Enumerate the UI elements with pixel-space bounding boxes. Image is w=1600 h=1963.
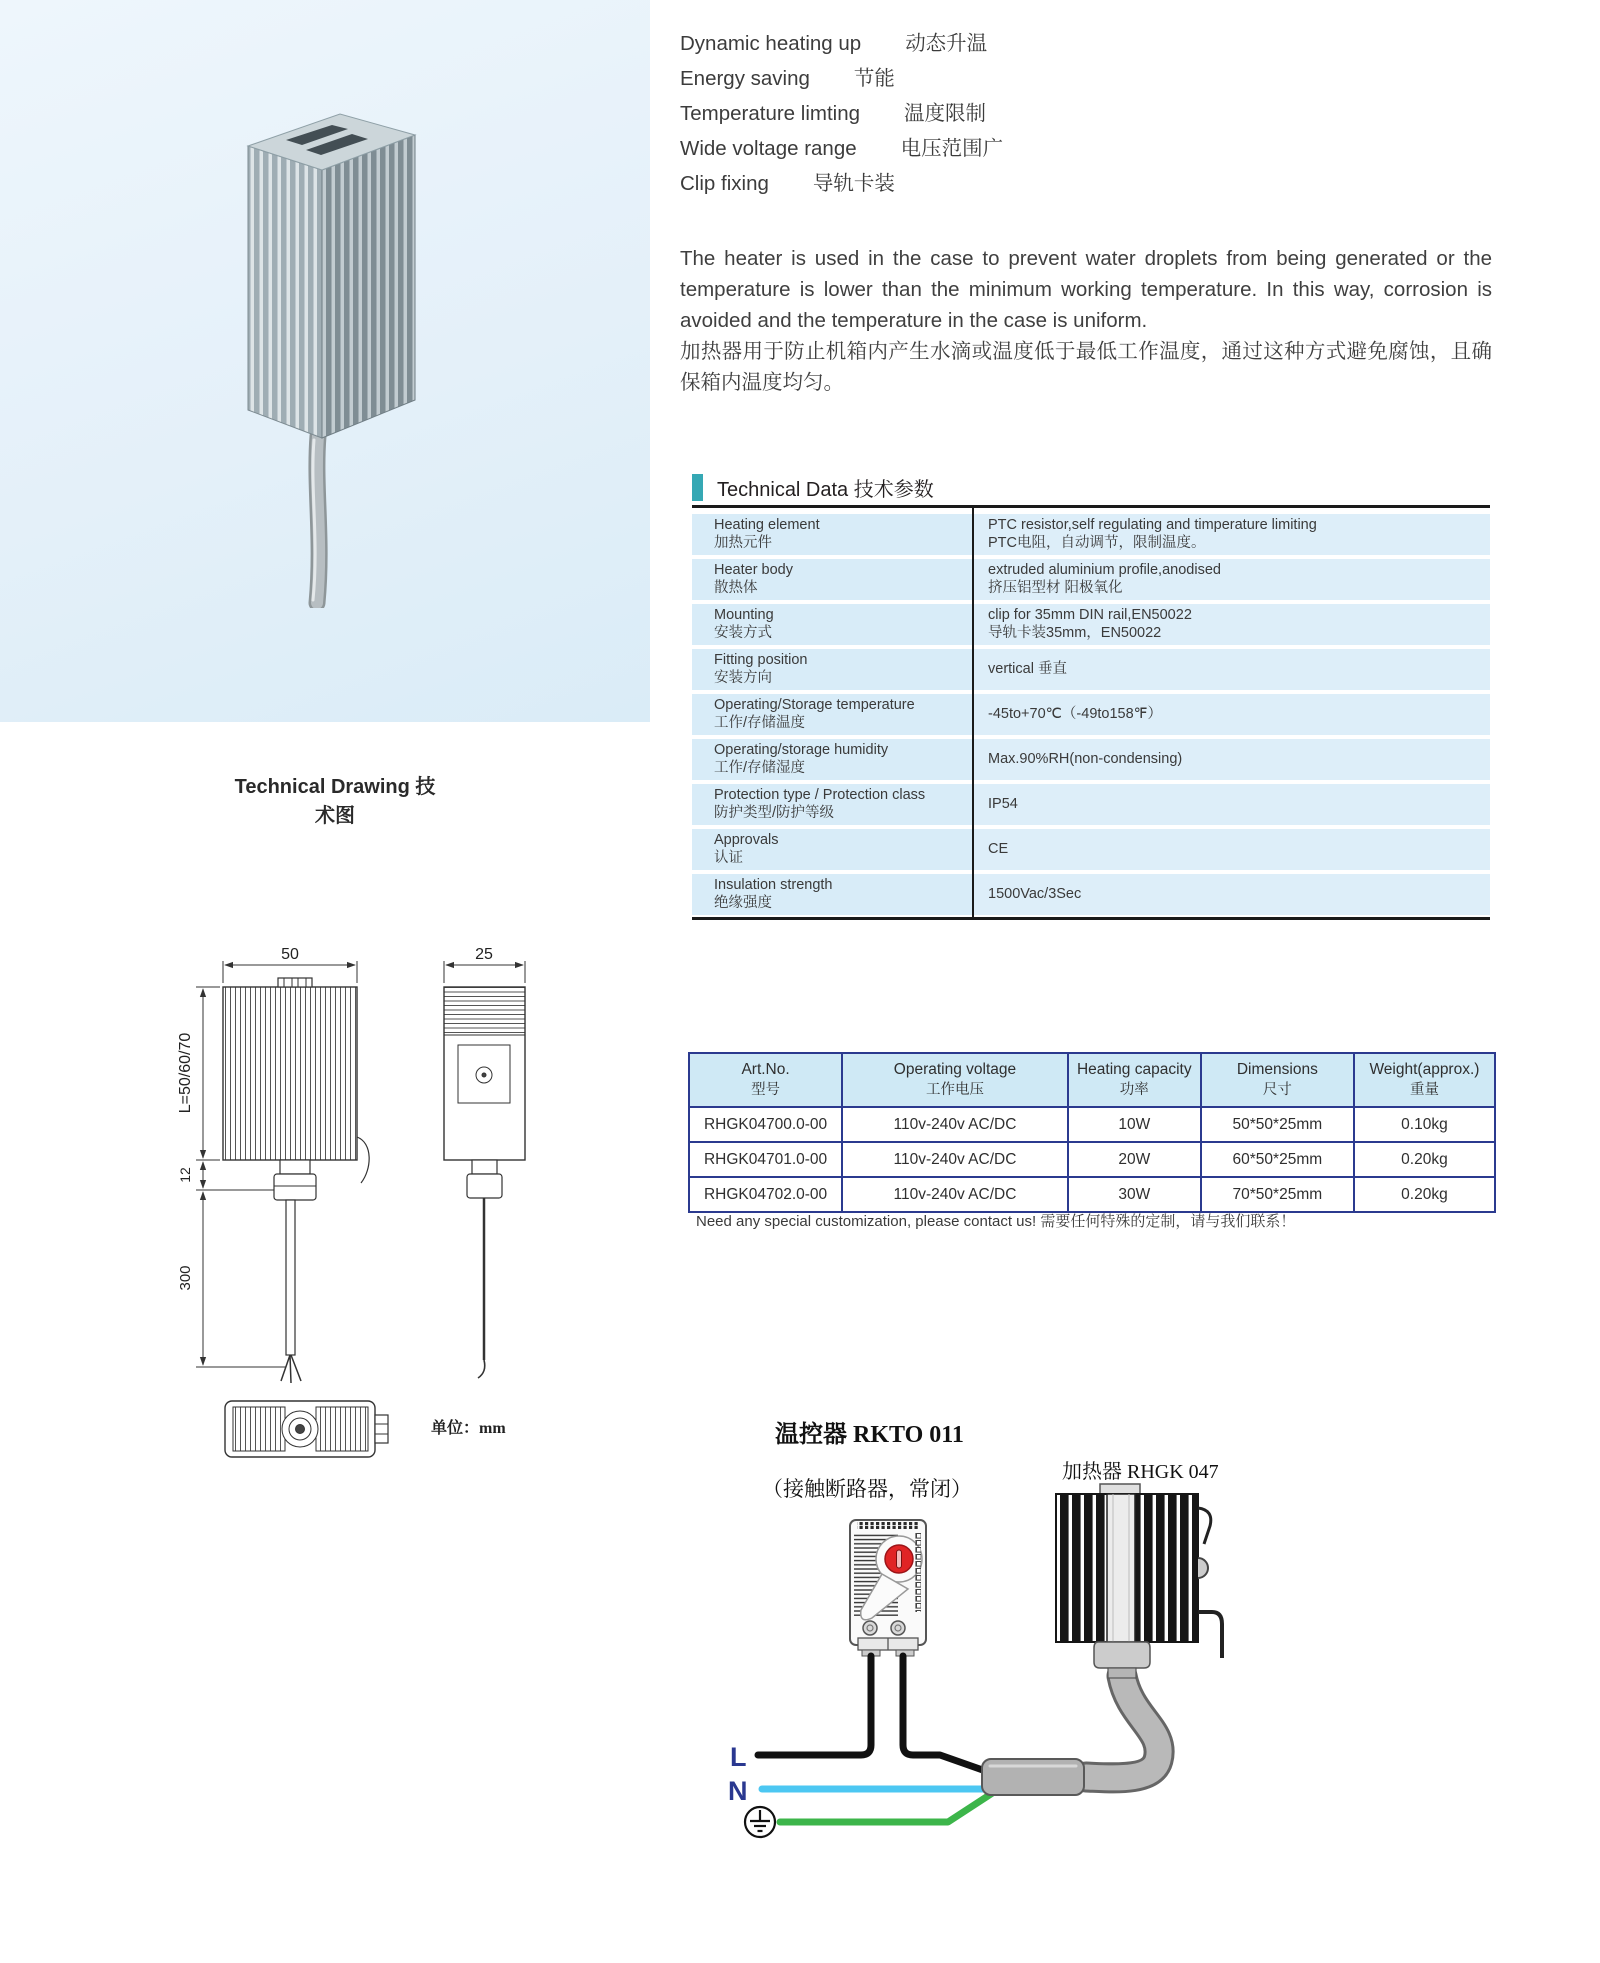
earth-wire <box>780 1792 994 1822</box>
accent-bar <box>692 474 703 501</box>
dim-length: L=50/60/70 <box>177 1032 194 1114</box>
dim-width: 50 <box>281 946 299 963</box>
feature-item <box>680 96 1003 131</box>
col-capacity: Heating capacity 功率 <box>1068 1053 1201 1107</box>
feature-zh: 节能 <box>853 67 895 90</box>
table-column-divider <box>972 508 974 917</box>
description-zh: 加热器用于防止机箱内产生水滴或温度低于最低工作温度，通过这种方式避免腐蚀，且确保箱内温度均匀。 <box>680 340 1492 394</box>
feature-item <box>680 166 1003 201</box>
col-dimensions: Dimensions 尺寸 <box>1201 1053 1354 1107</box>
terminal-labels <box>728 1742 748 1806</box>
line-label: L <box>730 1742 747 1772</box>
cable-sleeve <box>982 1759 1084 1795</box>
technical-data-row: Heater body 散热体 extruded aluminium profile,anodised 挤压铝型材 阳极氧化 <box>692 559 1490 600</box>
technical-data-title: Technical Data 技术参数 <box>717 479 934 501</box>
feature-item <box>680 26 1003 61</box>
earth-symbol-icon <box>745 1807 775 1837</box>
feature-list <box>680 26 1003 201</box>
dim-clip: 12 <box>177 1167 193 1183</box>
thermostat-title: 温控器 RKTO 011 <box>775 1422 964 1448</box>
feature-item <box>680 131 1003 166</box>
feature-zh: 电压范围广 <box>900 137 1004 160</box>
feature-en: Energy saving <box>680 67 810 90</box>
terminal-screw <box>863 1621 877 1635</box>
col-voltage: Operating voltage 工作电压 <box>842 1053 1068 1107</box>
technical-data-row: Insulation strength 绝缘强度 1500Vac/3Sec <box>692 874 1490 915</box>
product-row: RHGK04700.0-00 110v-240v AC/DC 10W 50*50*25mm 0.10kg <box>689 1107 1495 1142</box>
technical-data-row: Protection type / Protection class 防护类型/防护等级 IP54 <box>692 784 1490 825</box>
description-en: The heater is used in the case to prevent water droplets from being generated or the temperature is lower than the minimum working temperature. In this way, corrosion is avoided and the temperature in the case is uniform. <box>680 247 1492 332</box>
heater-title: 加热器 RHGK 047 <box>1062 1461 1219 1483</box>
front-view <box>196 961 369 1383</box>
feature-en: Temperature limting <box>680 102 861 125</box>
technical-data-header <box>692 474 934 501</box>
thermostat-note: （接触断路器，常闭） <box>762 1477 972 1501</box>
product-description <box>680 243 1492 398</box>
wiring-labels <box>762 1421 1219 1502</box>
unit-note: 单位：mm <box>431 1420 506 1437</box>
feature-zh: 温度限制 <box>904 102 987 125</box>
heater-photo-cable <box>313 436 319 603</box>
wires <box>758 1656 994 1822</box>
wiring-diagram <box>700 1400 1500 1960</box>
technical-data-row: Operating/Storage temperature 工作/存储温度 -45to+70℃（-49to158℉） <box>692 694 1490 735</box>
heater-cable <box>1086 1676 1159 1778</box>
din-hook-top <box>1198 1508 1211 1544</box>
terminal-screw <box>891 1621 905 1635</box>
feature-zh: 动态升温 <box>905 32 988 55</box>
feature-en: Clip fixing <box>680 172 769 195</box>
product-row: RHGK04702.0-00 110v-240v AC/DC 30W 70*50*25mm 0.20kg <box>689 1177 1495 1212</box>
feature-zh: 导轨卡装 <box>812 172 895 195</box>
bottom-view <box>225 1401 388 1457</box>
product-photo <box>200 88 450 608</box>
technical-data-row: Fitting position 安装方向 vertical 垂直 <box>692 649 1490 690</box>
technical-data-row: Heating element 加热元件 PTC resistor,self regulating and timperature limiting PTC电阻，自动调节，限制温度。 <box>692 514 1490 555</box>
product-row: RHGK04701.0-00 110v-240v AC/DC 20W 60*50*25mm 0.20kg <box>689 1142 1495 1177</box>
feature-en: Wide voltage range <box>680 137 857 160</box>
technical-data-table <box>692 505 1490 920</box>
thermostat-device <box>850 1520 926 1656</box>
technical-data-row: Mounting 安装方式 clip for 35mm DIN rail,EN50022 导轨卡装35mm，EN50022 <box>692 604 1490 645</box>
product-table <box>688 1052 1496 1213</box>
neutral-label: N <box>728 1776 748 1806</box>
din-hook-bottom <box>1198 1612 1222 1658</box>
customization-note: Need any special customization, please contact us! 需要任何特殊的定制，请与我们联系！ <box>696 1213 1296 1230</box>
dim-cable: 300 <box>177 1265 194 1291</box>
col-artno: Art.No. 型号 <box>689 1053 842 1107</box>
feature-item <box>680 61 1003 96</box>
dim-depth: 25 <box>475 946 493 963</box>
heater-clip <box>1094 1642 1150 1668</box>
technical-drawing <box>140 915 560 1475</box>
product-photo-panel <box>0 0 650 722</box>
heater-photo-body <box>248 114 415 438</box>
line-wire-to-heater <box>903 1656 994 1774</box>
product-table-header-row <box>689 1053 1495 1107</box>
feature-en: Dynamic heating up <box>680 32 862 55</box>
technical-data-row: Operating/storage humidity 工作/存储湿度 Max.90%RH(non-condensing) <box>692 739 1490 780</box>
technical-data-row: Approvals 认证 CE <box>692 829 1490 870</box>
col-weight: Weight(approx.) 重量 <box>1354 1053 1495 1107</box>
side-view <box>444 961 525 1378</box>
line-wire <box>758 1656 871 1755</box>
technical-drawing-caption: Technical Drawing 技术图 <box>234 776 436 827</box>
heater-device <box>1056 1484 1222 1678</box>
